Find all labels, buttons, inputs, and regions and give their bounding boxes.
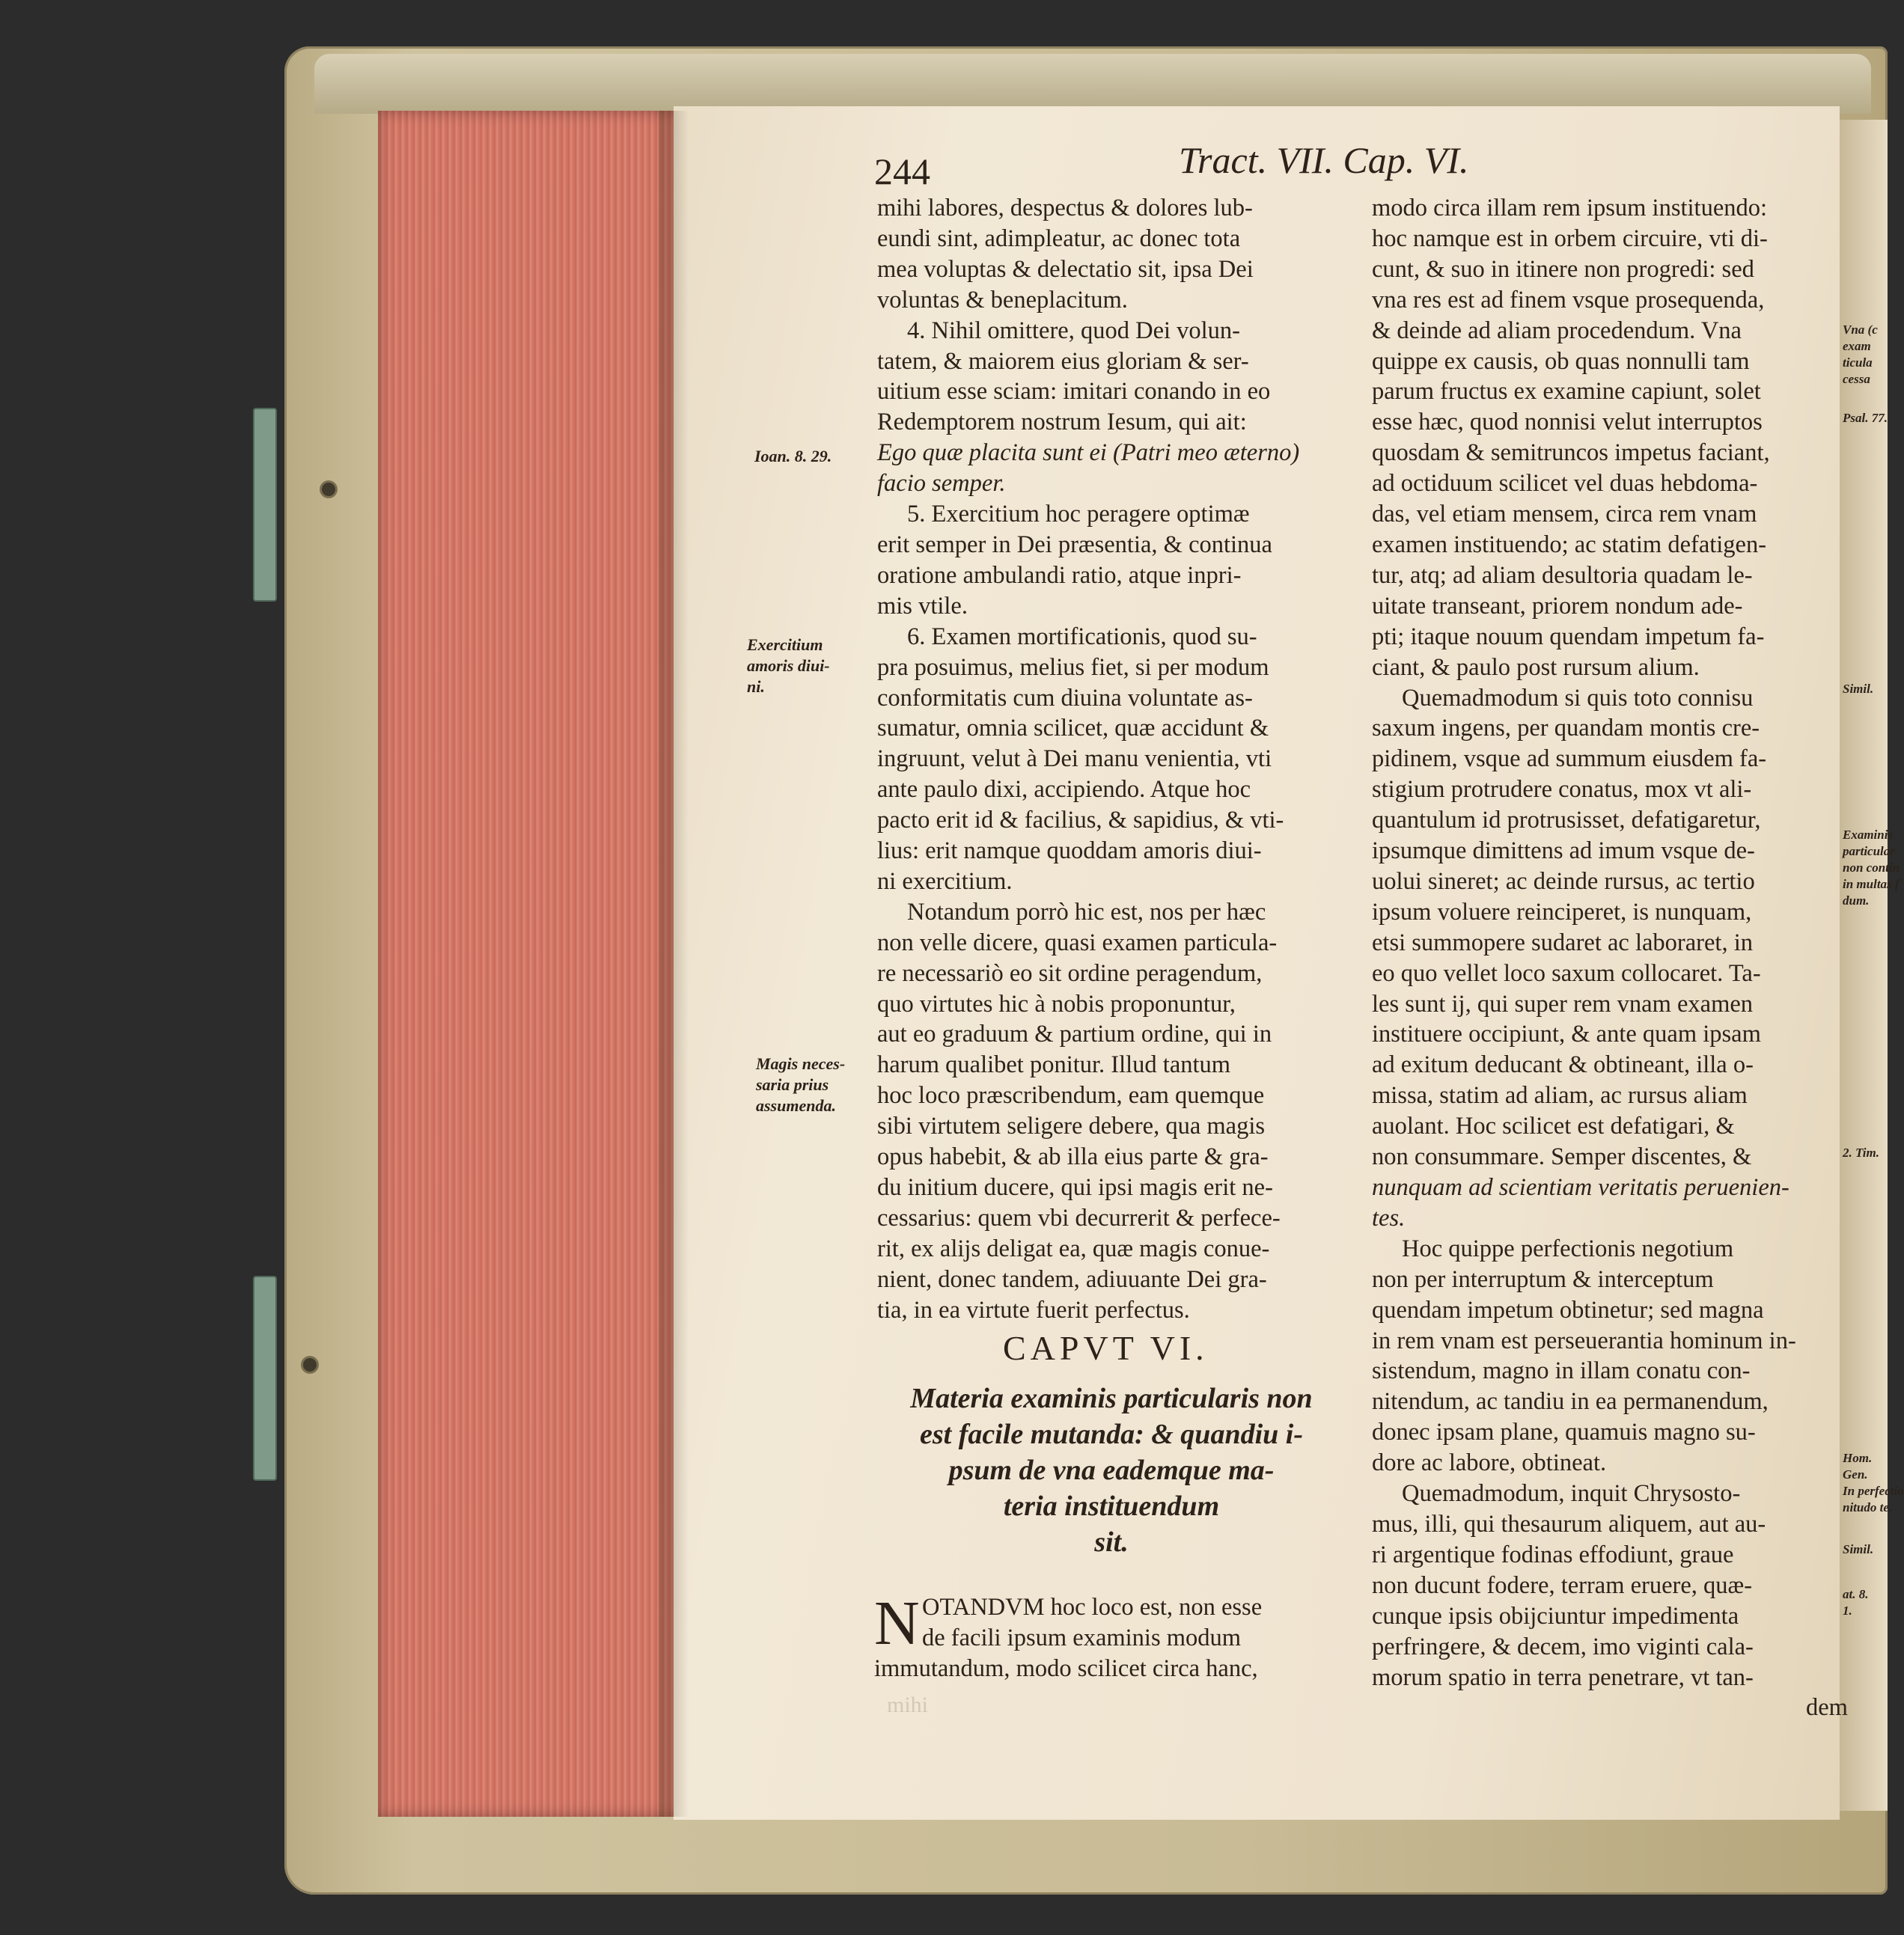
- chapter-subtitle: Materia examinis particularis non est facile mutanda: & quandiu i- psum de vna eademque ma- teria instituendum sit.: [910, 1383, 1313, 1558]
- left-column: mihi labores, despectus & dolores lub- eundi sint, adimpleatur, ac donec tota mea voluptas & delectatio sit, ipsa Dei voluntas & beneplacitum. 4. Nihil omittere, quod Dei volun- tatem, & maiorem eius gloriam & ser- uitium esse sciam: imitari conando in eo Redemptorem nostrum Iesum, qui ait: Ego quæ placita sunt ei (Patri meo æterno) facio semper. 5. Exercitium hoc peragere optimæ erit semper in Dei præsentia, & continua oratione ambulandi ratio, atque inpri- mis vtile. 6. Examen mortificationis, quod su- pra posuimus, melius fiet, si per modum conformitatis cum diuina voluntate as- sumatur, omnia scilicet, quæ accidunt & ingruunt, velut à Dei manu venientia, vti ante paulo dixi, accipiendo. Atque hoc pacto erit id & facilius, & sapidius, & vti- lius: erit namque quoddam amoris diui- ni exercitium. Notandum porrò hic est, nos per hæc non velle dicere, quasi examen particula- re necessariò eo sit ordine peragendum, quo virtutes hic à nobis proponuntur, aut eo graduum & partium ordine, qui in harum qualibet ponitur. Illud tantum hoc loco præscribendum, eam quemque sibi virtutem seligere debere, qua magis opus habebit, & ab illa eius parte & gra- du initium ducere, qui ipsi magis erit ne- cessarius: quem vbi decurrerit & perfece- rit, ex alijs deligat ea, quæ magis conue- nient, donec tandem, adiuuante Dei gra- tia, in ea virtute fuerit perfectus.: [877, 195, 1300, 1324]
- page-edges-red: [378, 111, 677, 1817]
- margin-note-ioan: Ioan. 8. 29.: [754, 447, 832, 465]
- right-margin-psal: Psal. 77.: [1843, 411, 1888, 425]
- chapter-title: CAPVT VI.: [1003, 1329, 1209, 1367]
- catchword: mihi: [887, 1693, 929, 1717]
- right-margin-simil-2: Simil.: [1843, 1542, 1874, 1556]
- chapter-opening: OTANDVM hoc loco est, non esse de facili ipsum examinis modum: [922, 1594, 1263, 1651]
- lower-clasp: [253, 1276, 277, 1481]
- right-margin-examinis: Examinis particular non contin in multas f dum.: [1843, 828, 1900, 908]
- margin-note-magis: Magis neces- saria prius assumenda.: [756, 1054, 846, 1115]
- drop-initial: N: [874, 1589, 920, 1658]
- margin-note-exercitium: Exercitium amoris diui- ni.: [747, 635, 830, 696]
- book-top-edge: [314, 54, 1871, 114]
- rivet-upper: [322, 483, 335, 496]
- right-margin-hom: Hom. Gen. In perfectio nitudo te.: [1843, 1451, 1904, 1514]
- right-margin-at: at. 8. 1.: [1843, 1587, 1869, 1618]
- right-margin-vna: Vna (c exam ticula cessa: [1843, 322, 1878, 386]
- page-number: 244: [874, 150, 930, 192]
- rivet-lower: [303, 1358, 317, 1372]
- upper-clasp: [253, 408, 277, 602]
- gutter-shadow: [659, 111, 689, 1817]
- right-column: modo circa illam rem ipsum instituendo: hoc namque est in orbem circuire, vti di- cunt, & suo in itinere non progredi: sed vna res est ad finem vsque prosequenda, & deinde ad aliam procedendum. Vna quippe ex causis, ob quas nonnulli tam parum fructus ex examine capiunt, solet esse hæc, quod nonnisi velut interruptos quosdam & semitruncos impetus faciant, ad octiduum scilicet vel duas hebdoma- das, vel etiam mensem, circa rem vnam examen instituendo; ac statim defatigen- tur, atq; ad aliam desultoria quadam le- uitate transeant, priorem nondum ade- pti; itaque nouum quendam impetum fa- ciant, & paulo post rursum alium. Quemadmodum si quis toto connisu saxum ingens, per quandam montis cre- pidinem, vsque ad summum eiusdem fa- stigium protrudere conatus, mox vt ali- quantulum id protrusisset, defatigaretur, ipsumque dimittens ad imum vsque de- uolui sineret; ac deinde rursus, ac tertio ipsum voluere reinciperet, is nunquam, etsi summopere sudaret ac laboraret, in eo quo vellet loco saxum collocaret. Ta- les sunt ij, qui super rem vnam examen instituere occipiunt, & ante quam ipsam ad exitum deducant & obtineant, illa o- missa, statim ad aliam, ac rursus aliam auolant. Hoc scilicet est defatigari, & non consummare. Semper discentes, & nunquam ad scientiam veritatis peruenien- tes. Hoc quippe perfectionis negotium non per interruptum & interceptum quendam impetum obtinetur; sed magna in rem vnam est perseuerantia hominum in- sistendum, magno in illam conatu con- nitendum, ac tandiu in ea permanendum, donec ipsam plane, quamuis magno su- dore ac labore, obtineat. Quemadmodum, inquit Chrysosto- mus, illi, qui thesaurum aliquem, aut au- ri argentique fodinas effodiunt, graue non ducunt fodere, terram eruere, quæ- cunque ipsis obijciuntur impedimenta perfringere, & decem, imo viginti cala- morum spatio in terra penetrare, vt tan- dem: [1372, 195, 1848, 1722]
- running-title: Tract. VII. Cap. VI.: [1179, 139, 1469, 181]
- right-margin-simil-1: Simil.: [1843, 682, 1874, 696]
- right-margin-tim: 2. Tim.: [1843, 1146, 1879, 1160]
- chapter-opening-line3: immutandum, modo scilicet circa hanc,: [874, 1655, 1258, 1682]
